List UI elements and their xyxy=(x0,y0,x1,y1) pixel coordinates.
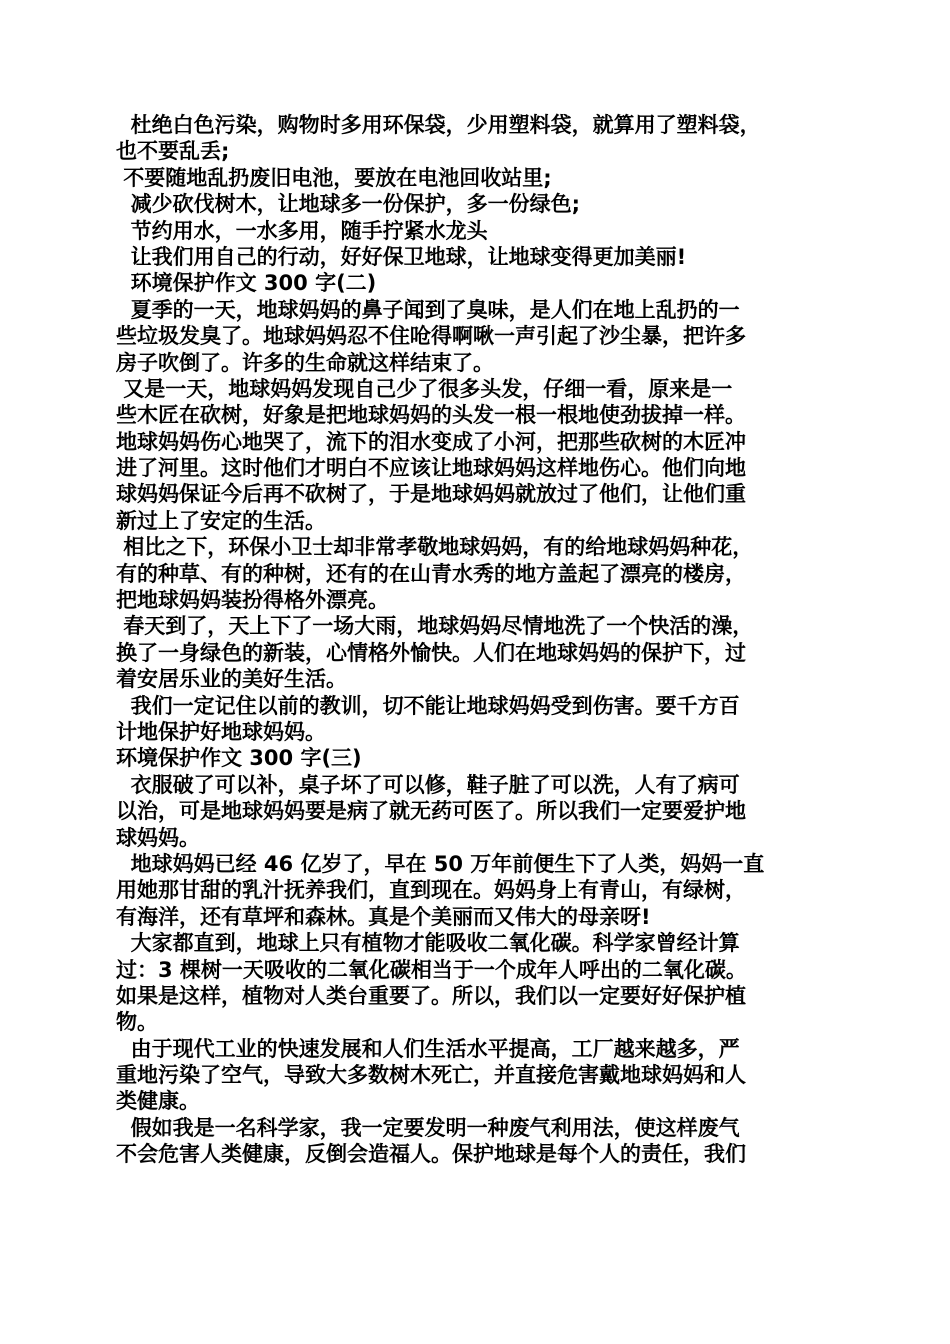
text-line: 些木匠在砍树，好象是把地球妈妈的头发一根一根地使劲拔掉一样。 xyxy=(116,403,746,428)
text-line: 过：3 棵树一天吸收的二氧化碳相当于一个成年人呼出的二氧化碳。 xyxy=(116,957,747,982)
section-heading-3: 环境保护作文 300 字(三) xyxy=(116,746,362,771)
text-line: 不要随地乱扔废旧电池，要放在电池回收站里; xyxy=(116,165,552,190)
text-line: 用她那甘甜的乳汁抚养我们，直到现在。妈妈身上有青山，有绿树， xyxy=(116,878,746,903)
text-line: 有海洋，还有草坪和森林。真是个美丽而又伟大的母亲呀! xyxy=(116,904,651,929)
document-page xyxy=(116,112,838,1168)
text-line: 以治，可是地球妈妈要是病了就无药可医了。所以我们一定要爱护地 xyxy=(116,799,746,824)
text-line: 杜绝白色污染，购物时多用环保袋，少用塑料袋，就算用了塑料袋， xyxy=(116,113,761,137)
text-line: 又是一天，地球妈妈发现自己少了很多头发，仔细一看，原来是一 xyxy=(116,376,733,401)
text-line: 相比之下，环保小卫士却非常孝敬地球妈妈，有的给地球妈妈种花， xyxy=(116,535,754,560)
text-line: 着安居乐业的美好生活。 xyxy=(116,667,347,692)
text-line: 物。 xyxy=(116,1010,158,1035)
text-line: 把地球妈妈装扮得格外漂亮。 xyxy=(116,588,389,613)
text-line: 重地污染了空气，导致大多数树木死亡，并直接危害戴地球妈妈和人 xyxy=(116,1063,746,1088)
text-line: 地球妈妈已经 46 亿岁了，早在 50 万年前便生下了人类，妈妈一直 xyxy=(116,851,765,876)
text-line: 有的种草、有的种树，还有的在山青水秀的地方盖起了漂亮的楼房， xyxy=(116,561,746,586)
text-line: 类健康。 xyxy=(116,1089,200,1114)
section-heading-2: 环境保护作文 300 字(二) xyxy=(116,271,377,296)
text-line: 球妈妈保证今后再不砍树了，于是地球妈妈就放过了他们，让他们重 xyxy=(116,482,746,507)
text-line: 由于现代工业的快速发展和人们生活水平提高，工厂越来越多，严 xyxy=(116,1036,740,1061)
text-line: 节约用水，一水多用，随手拧紧水龙头 xyxy=(116,218,488,243)
text-line: 假如我是一名科学家，我一定要发明一种废气利用法，使这样废气 xyxy=(116,1115,740,1140)
text-line: 减少砍伐树木，让地球多一份保护，多一份绿色; xyxy=(116,192,581,217)
text-line: 不会危害人类健康，反倒会造福人。保护地球是每个人的责任，我们 xyxy=(116,1142,746,1167)
text-line: 进了河里。这时他们才明白不应该让地球妈妈这样地伤心。他们向地 xyxy=(116,456,746,481)
text-line: 让我们用自己的行动，好好保卫地球，让地球变得更加美丽! xyxy=(116,244,687,269)
text-line: 也不要乱丢; xyxy=(116,139,230,164)
text-line: 换了一身绿色的新装，心情格外愉快。人们在地球妈妈的保护下，过 xyxy=(116,640,746,665)
text-line: 大家都直到，地球上只有植物才能吸收二氧化碳。科学家曾经计算 xyxy=(116,931,740,956)
text-line: 球妈妈。 xyxy=(116,825,200,850)
text-line: 春天到了，天上下了一场大雨，地球妈妈尽情地洗了一个快活的澡， xyxy=(116,614,754,639)
text-line: 如果是这样，植物对人类台重要了。所以，我们以一定要好好保护植 xyxy=(116,983,746,1008)
text-line: 地球妈妈伤心地哭了，流下的泪水变成了小河，把那些砍树的木匠冲 xyxy=(116,429,746,454)
text-line: 夏季的一天，地球妈妈的鼻子闻到了臭味，是人们在地上乱扔的一 xyxy=(116,297,740,322)
text-line: 新过上了安定的生活。 xyxy=(116,508,326,533)
text-line: 我们一定记住以前的教训，切不能让地球妈妈受到伤害。要千方百 xyxy=(116,693,740,718)
text-line: 衣服破了可以补，桌子坏了可以修，鞋子脏了可以洗，人有了病可 xyxy=(116,772,740,797)
text-line: 些垃圾发臭了。地球妈妈忍不住呛得啊啾一声引起了沙尘暴，把许多 xyxy=(116,324,746,349)
text-line: 计地保护好地球妈妈。 xyxy=(116,719,326,744)
text-line: 房子吹倒了。许多的生命就这样结束了。 xyxy=(116,350,494,375)
